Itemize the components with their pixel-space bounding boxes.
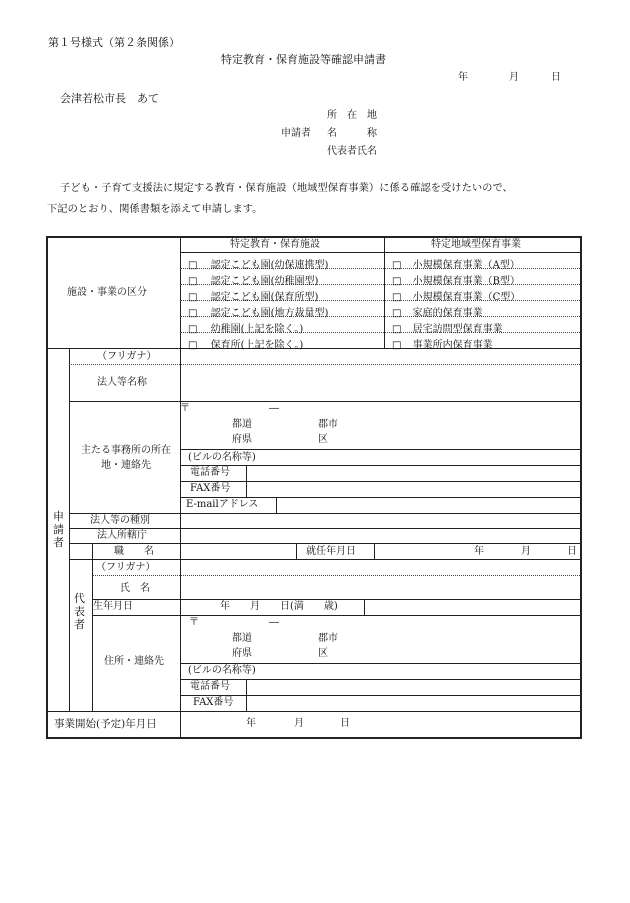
program-option[interactable] <box>392 288 520 303</box>
form-number: 第１号様式（第２条関係） <box>48 36 180 49</box>
addressee: 会津若松市長 あて <box>60 92 159 105</box>
birth-date-value: 年 月 日(満 歳) <box>220 601 338 612</box>
start-date-year: 年 <box>246 718 256 729</box>
applicant-location-label: 所 在 地 <box>327 110 377 121</box>
phone-label: 電話番号 <box>190 467 230 478</box>
program-option[interactable] <box>392 272 520 287</box>
checkbox[interactable]: □ <box>392 308 402 319</box>
date-day: 日 <box>551 72 561 83</box>
rep-building-label: (ビルの名称等) <box>188 665 256 676</box>
option-label: 認定こども園(保育所型) <box>210 292 319 303</box>
representative-side-label: 代表者 <box>74 592 85 631</box>
date-year: 年 <box>458 72 468 83</box>
appointed-date-label: 就任年月日 <box>306 546 356 557</box>
page-title: 特定教育・保育施設等確認申請書 <box>221 53 386 66</box>
city-label-2: 区 <box>318 434 328 445</box>
fax-label: FAX番号 <box>190 483 231 494</box>
option-label: 小規模保育事業（C型） <box>412 292 521 303</box>
rep-city-label-1: 郡市 <box>318 633 338 644</box>
date-month: 月 <box>509 72 519 83</box>
program-option[interactable] <box>392 304 483 319</box>
checkbox[interactable]: □ <box>188 324 198 335</box>
program-option[interactable] <box>392 320 503 335</box>
checkbox[interactable]: □ <box>188 260 198 271</box>
checkbox[interactable]: □ <box>392 324 402 335</box>
applicant-name-label: 名 称 <box>327 128 377 139</box>
rep-name-label: 氏 名 <box>120 583 150 594</box>
appointed-year: 年 <box>474 546 484 557</box>
city-label-1: 郡市 <box>318 419 338 430</box>
email-label: E-mailアドレス <box>186 499 259 510</box>
col-header-specific-facility: 特定教育・保育施設 <box>230 239 320 250</box>
rep-prefecture-label-2: 府県 <box>232 648 252 659</box>
facility-option[interactable] <box>188 304 328 319</box>
option-label: 居宅訪問型保育事業 <box>412 324 503 335</box>
prefecture-label-2: 府県 <box>232 434 252 445</box>
facility-option[interactable] <box>188 336 303 351</box>
corp-type-label: 法人等の種別 <box>90 515 150 526</box>
birth-date-label: 生年月日 <box>93 601 133 612</box>
option-label: 幼稚園(上記を除く。) <box>210 324 304 335</box>
appointed-day: 日 <box>567 546 577 557</box>
intro-line-1: 子ども・子育て支援法に規定する教育・保育施設（地域型保育事業）に係る確認を受けたいので、 <box>60 182 513 194</box>
facility-option[interactable] <box>188 256 328 271</box>
postal-mark: 〒 <box>180 403 190 414</box>
furigana-label: （フリガナ） <box>97 351 157 362</box>
checkbox[interactable]: □ <box>188 292 198 303</box>
rep-fax-label: FAX番号 <box>193 697 234 708</box>
option-label: 事業所内保育事業 <box>412 340 493 351</box>
jurisdiction-label: 法人所轄庁 <box>97 530 147 541</box>
corp-name-label: 法人等名称 <box>97 377 147 388</box>
option-label: 保育所(上記を除く。) <box>210 340 304 351</box>
rep-address-label: 住所・連絡先 <box>104 656 164 667</box>
applicant-representative-label: 代表者氏名 <box>327 146 377 157</box>
facility-option[interactable] <box>188 272 318 287</box>
position-label: 職 名 <box>114 546 154 557</box>
rep-furigana-label: （フリガナ） <box>96 562 156 573</box>
program-option[interactable] <box>392 336 493 351</box>
start-date-day: 日 <box>340 718 350 729</box>
program-option[interactable] <box>392 256 520 271</box>
applicant-side-label: 申請者 <box>53 510 64 549</box>
rep-city-label-2: 区 <box>318 648 328 659</box>
checkbox[interactable]: □ <box>392 292 402 303</box>
applicant-label: 申請者 <box>281 128 311 139</box>
checkbox[interactable]: □ <box>392 260 402 271</box>
col-header-regional-childcare: 特定地域型保育事業 <box>431 239 521 250</box>
checkbox[interactable]: □ <box>188 340 198 351</box>
option-label: 小規模保育事業（B型） <box>412 276 520 287</box>
checkbox[interactable]: □ <box>392 340 402 351</box>
start-date-label: 事業開始(予定)年月日 <box>54 718 157 730</box>
appointed-month: 月 <box>521 546 531 557</box>
option-label: 認定こども園(地方裁量型) <box>210 308 329 319</box>
facility-option[interactable] <box>188 288 318 303</box>
office-label: 主たる事務所の所在地・連絡先 <box>81 445 171 471</box>
checkbox[interactable]: □ <box>188 308 198 319</box>
checkbox[interactable]: □ <box>392 276 402 287</box>
rep-phone-label: 電話番号 <box>190 681 230 692</box>
rep-postal-dash: ― <box>269 617 279 628</box>
start-date-month: 月 <box>294 718 304 729</box>
option-label: 小規模保育事業（A型） <box>412 260 520 271</box>
prefecture-label-1: 都道 <box>232 419 252 430</box>
facility-type-label: 施設・事業の区分 <box>67 287 147 298</box>
checkbox[interactable]: □ <box>188 276 198 287</box>
building-label: (ビルの名称等) <box>188 452 256 463</box>
intro-line-2: 下記のとおり、関係書類を添えて申請します。 <box>47 203 263 215</box>
rep-postal-mark: 〒 <box>189 617 199 628</box>
option-label: 認定こども園(幼稚園型) <box>210 276 319 287</box>
option-label: 家庭的保育事業 <box>412 308 483 319</box>
rep-prefecture-label-1: 都道 <box>232 633 252 644</box>
facility-option[interactable] <box>188 320 303 335</box>
option-label: 認定こども園(幼保連携型) <box>210 260 329 271</box>
postal-dash: ― <box>269 403 279 414</box>
